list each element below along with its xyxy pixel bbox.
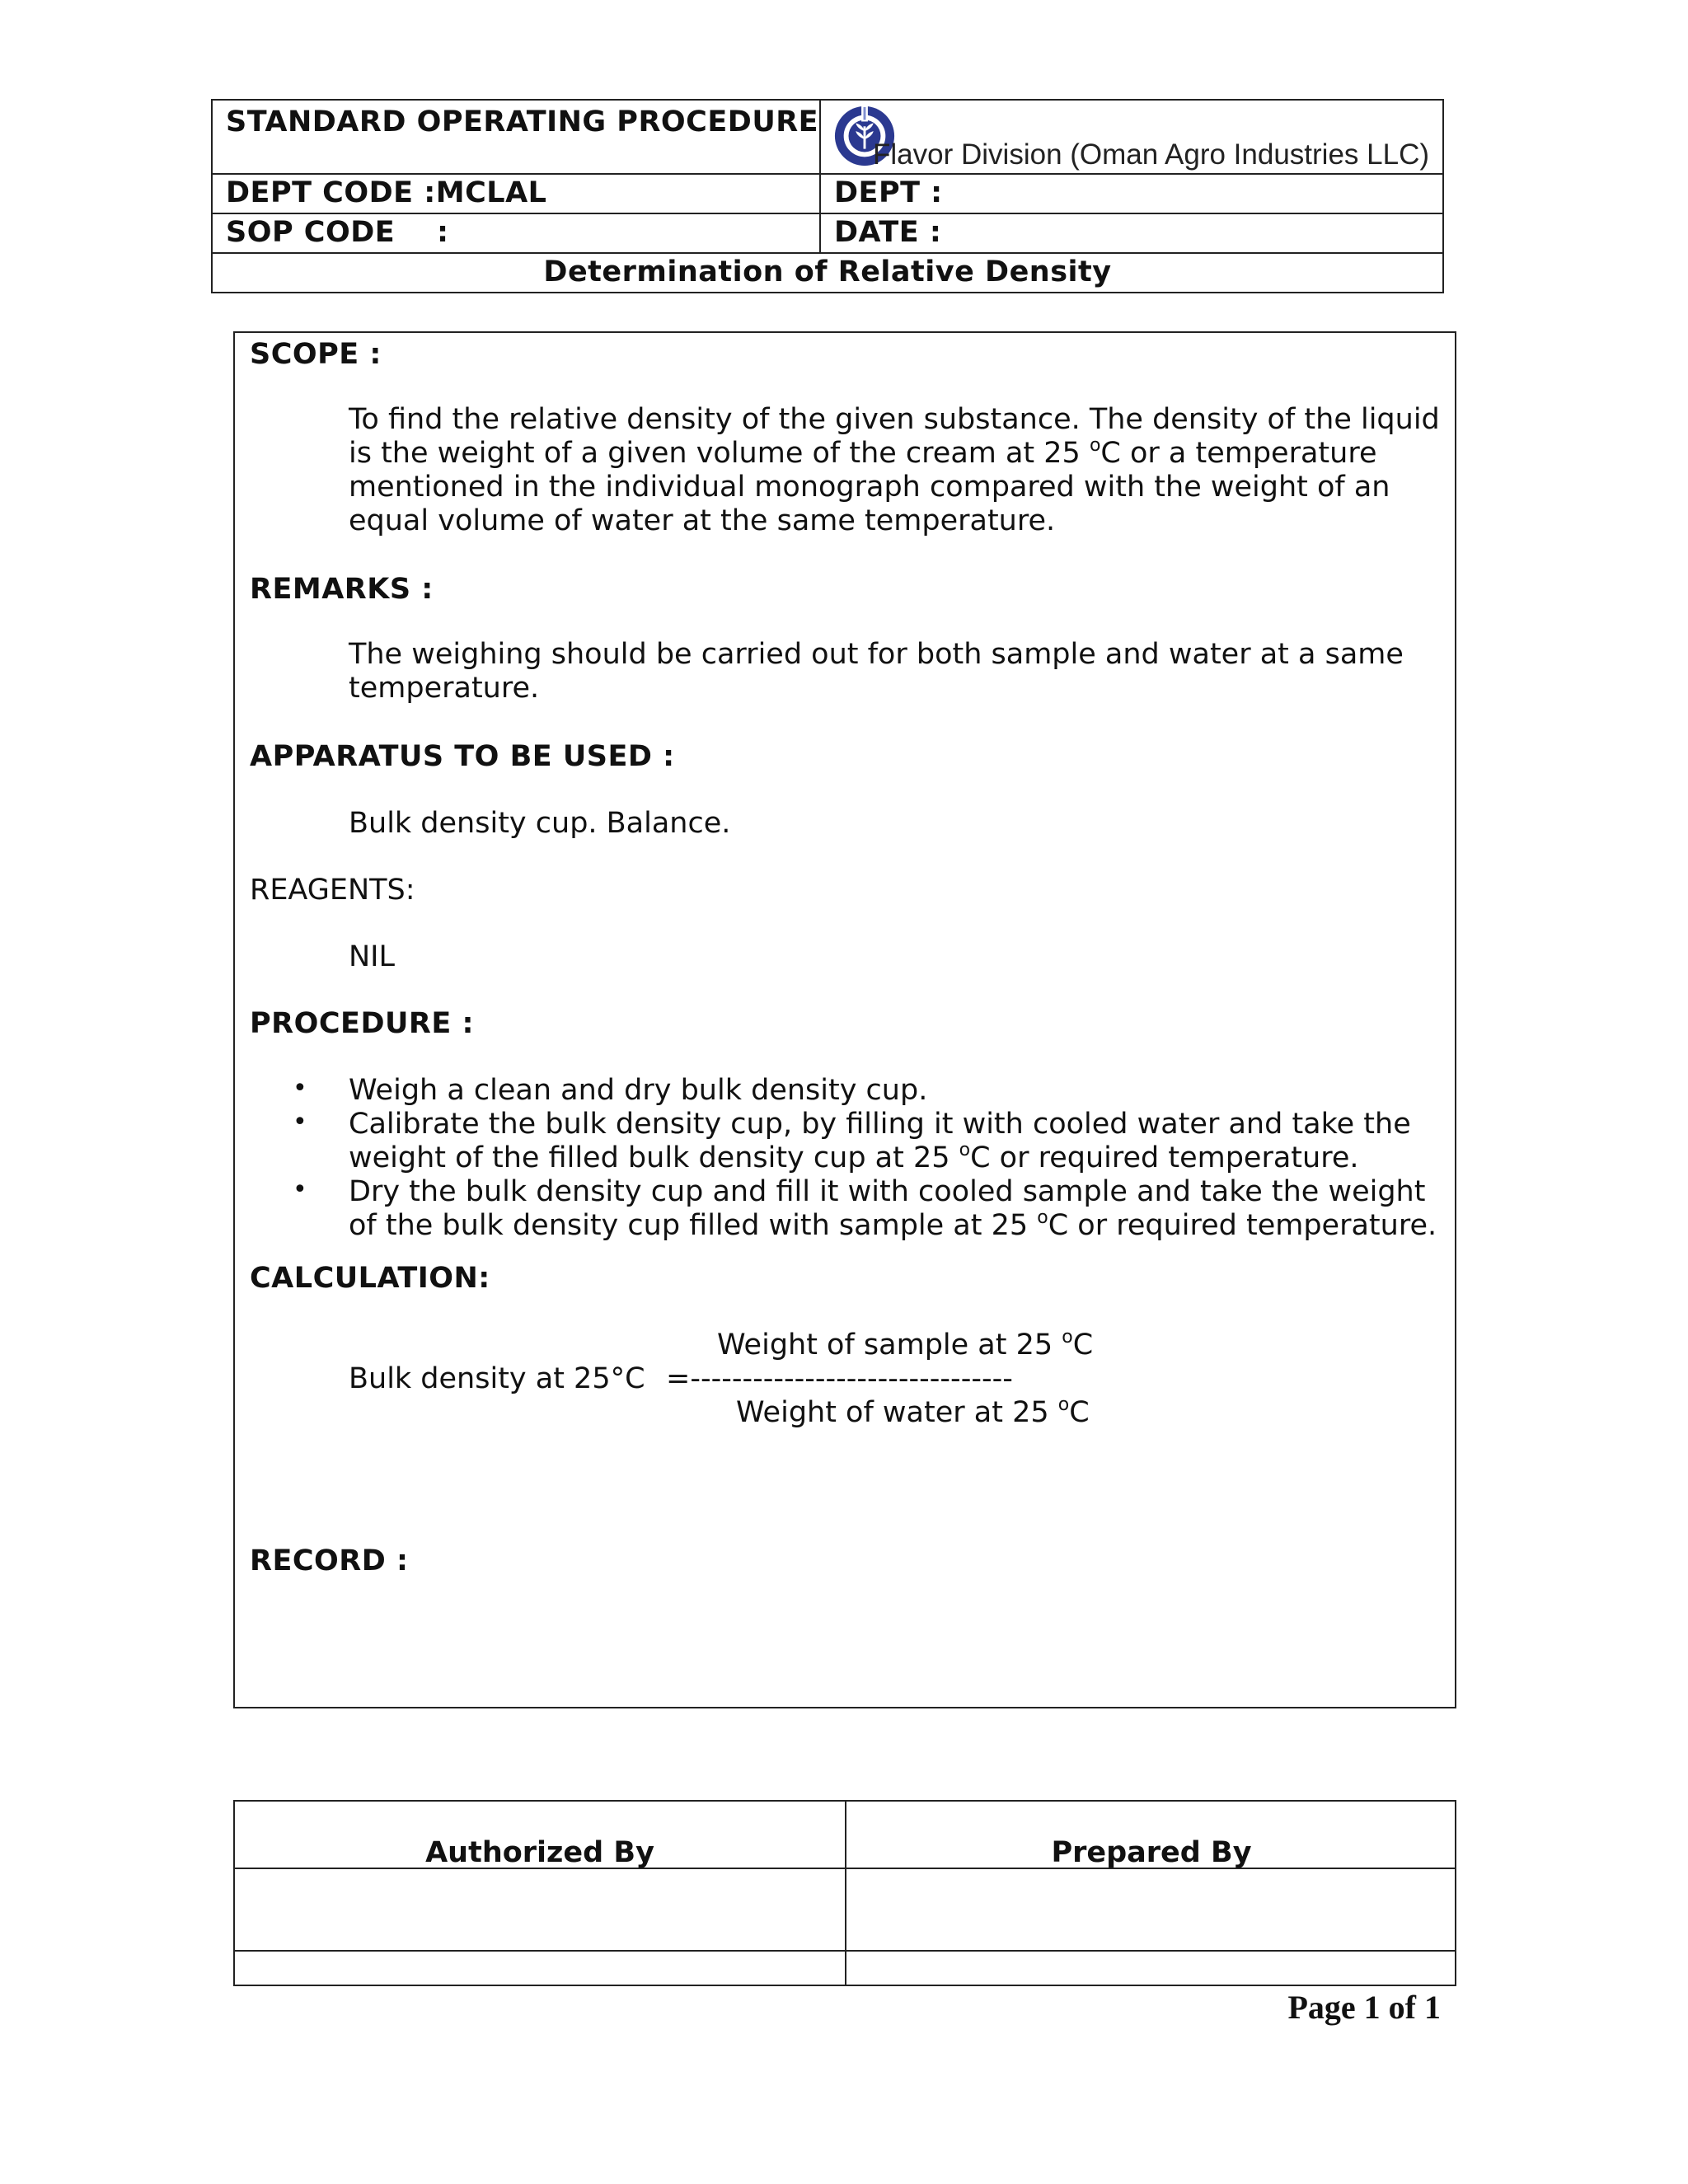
denominator-text: Weight of water at 25	[736, 1396, 1058, 1429]
prepared-by-signature-field[interactable]	[846, 1869, 1455, 1948]
dept-code: DEPT CODE :MCLAL	[226, 176, 547, 209]
scope-heading: SCOPE :	[250, 338, 382, 371]
degree-sup: o	[1062, 1327, 1073, 1347]
procedure-step	[349, 1175, 1453, 1243]
signature-table	[233, 1800, 1456, 1986]
scope-text	[349, 403, 1453, 538]
header-row-dept	[213, 175, 1442, 214]
remarks-heading: REMARKS :	[250, 573, 434, 606]
numerator-unit: C	[1072, 1329, 1094, 1361]
sop-header-table	[211, 99, 1444, 293]
degree-sup: o	[1057, 1394, 1070, 1415]
calc-fraction-line: =-------------------------------	[666, 1362, 1013, 1395]
scope-text-part1: To find the relative density of the given substance. The density of the liquid is the weight of a given volume of the cream at 25	[349, 403, 1440, 470]
sop-title: STANDARD OPERATING PROCEDURE	[226, 105, 819, 138]
authorized-by-signature-field[interactable]	[235, 1869, 843, 1948]
sop-code: SOP CODE :	[226, 216, 449, 249]
header-row-doc-title	[213, 254, 1442, 292]
denominator-unit: C	[1069, 1396, 1090, 1429]
record-heading: RECORD :	[250, 1544, 409, 1577]
calc-denominator	[736, 1396, 1090, 1430]
header-row-title	[213, 101, 1442, 175]
scope-text-part2: C or a temperature mentioned in the individual monograph compared with the weight of an equal volume of water at the same temperature.	[349, 437, 1390, 537]
header-cell-company	[821, 101, 1442, 173]
sop-content-box	[233, 331, 1456, 1708]
dept-label: DEPT :	[834, 176, 943, 209]
authorized-by-label: Authorized By	[425, 1836, 654, 1869]
date-label: DATE :	[834, 216, 942, 249]
step-text: Dry the bulk density cup and fill it with cooled sample and take the weight of the bulk density cup filled with sample at 25	[349, 1175, 1426, 1242]
numerator-text: Weight of sample at 25	[717, 1329, 1062, 1361]
reagents-heading: REAGENTS:	[250, 874, 415, 907]
header-cell-date	[821, 214, 1442, 252]
procedure-step	[349, 1108, 1453, 1175]
bullet-icon: •	[293, 1074, 307, 1103]
calc-numerator	[717, 1329, 1093, 1362]
document-title: Determination of Relative Density	[543, 255, 1112, 288]
apparatus-heading: APPARATUS TO BE USED :	[250, 740, 675, 773]
procedure-step: Weigh a clean and dry bulk density cup.	[349, 1074, 928, 1107]
apparatus-text: Bulk density cup. Balance.	[349, 807, 731, 840]
calc-lhs: Bulk density at 25°C	[349, 1362, 645, 1395]
reagents-text: NIL	[349, 940, 396, 973]
page-number: Page 1 of 1	[1287, 1989, 1441, 2026]
bullet-icon: •	[293, 1175, 307, 1204]
header-cell-sop-code	[213, 214, 821, 252]
header-cell-dept-code	[213, 175, 821, 213]
prepared-by-label: Prepared By	[1051, 1836, 1252, 1869]
company-name: Flavor Division (Oman Agro Industries LLC)	[873, 138, 1429, 171]
step-text: C or required temperature.	[1048, 1209, 1437, 1242]
procedure-heading: PROCEDURE :	[250, 1007, 474, 1040]
degree-sup: o	[959, 1140, 971, 1160]
bullet-icon: •	[293, 1108, 307, 1137]
step-text: C or required temperature.	[970, 1141, 1359, 1174]
header-cell-sop	[213, 101, 821, 173]
degree-sup: o	[1089, 435, 1101, 456]
remarks-text: The weighing should be carried out for both sample and water at a same temperature.	[349, 638, 1404, 705]
header-cell-dept	[821, 175, 1442, 213]
calculation-heading: CALCULATION:	[250, 1262, 490, 1295]
step-text: Calibrate the bulk density cup, by filling it with cooled water and take the weight of the filled bulk density cup at 25	[349, 1108, 1411, 1174]
degree-sup: o	[1037, 1207, 1048, 1228]
header-row-sop-code	[213, 214, 1442, 254]
signature-row-divider	[235, 1950, 1455, 1952]
